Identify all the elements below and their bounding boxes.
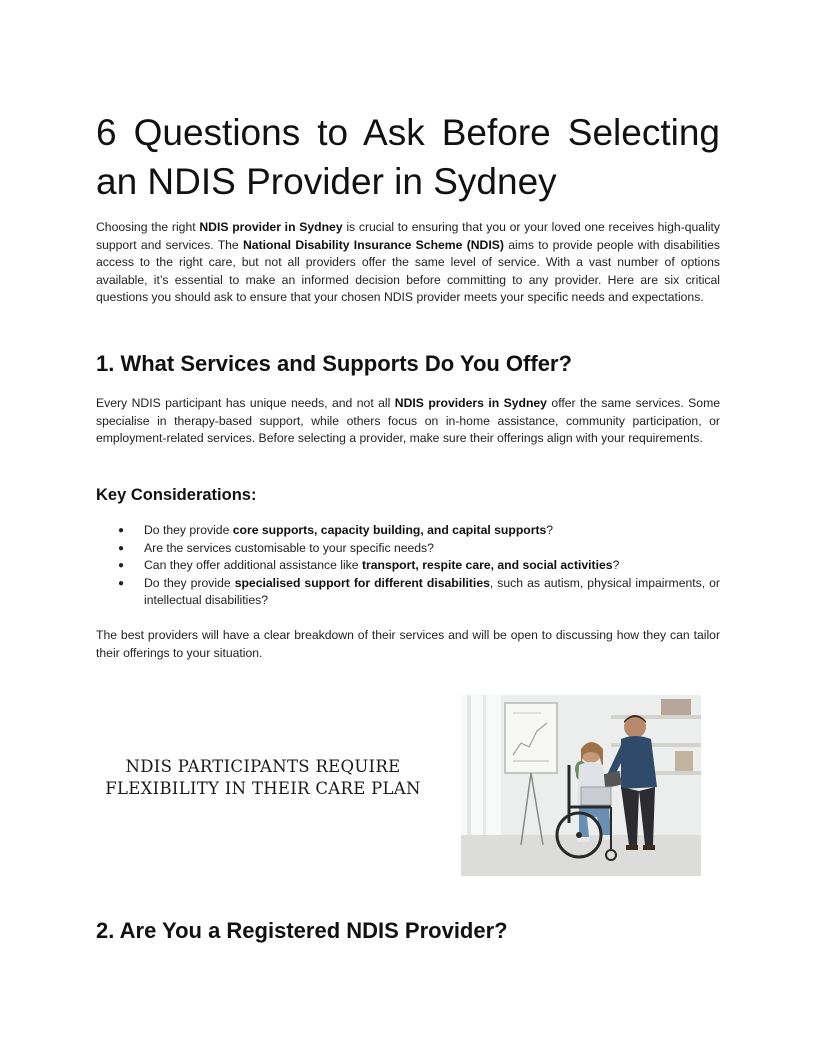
intro-bold-2: National Disability Insurance Scheme (NDIS) — [242, 237, 504, 252]
list-item — [96, 522, 720, 540]
list-item — [96, 540, 720, 558]
list-item-bold: specialised support for different disabilities — [234, 575, 490, 590]
list-item — [96, 575, 720, 610]
list-item-text-end: ? — [612, 558, 620, 573]
page-title: 6 Questions to Ask Before Selecting an NDIS Provider in Sydney — [96, 112, 720, 202]
list-item-text: Do they provide — [144, 575, 235, 590]
banner-caption — [96, 756, 430, 800]
list-item-text: Do they provide — [144, 523, 233, 537]
bullet-icon: ● — [118, 560, 125, 572]
bullet-icon: ● — [118, 542, 125, 554]
photo-illustration — [461, 695, 701, 876]
banner-line-2: FLEXIBILITY IN THEIR CARE PLAN — [105, 779, 421, 798]
key-considerations-heading: Key Considerations: — [96, 486, 257, 504]
section-1-paragraph — [96, 395, 720, 448]
section-2-heading: 2. Are You a Registered NDIS Provider? — [96, 918, 508, 943]
intro-paragraph — [96, 219, 720, 307]
list-item-text-end: ? — [546, 523, 554, 537]
intro-bold-1: NDIS provider in Sydney — [199, 220, 343, 234]
intro-text-1: Choosing the right — [96, 220, 200, 234]
section-1-text-2: offer the same services. Some specialise in therapy-based support, while others focus on in-home assistance, community participation, or employment-related services. Before selecting a provider, make sure their offerings align with your requirements. — [96, 396, 721, 446]
list-item-text: Are the services customisable to your specific needs? — [144, 540, 434, 555]
section-1-text-1: Every NDIS participant has unique needs, and not all — [96, 396, 395, 410]
list-item-text-end: , such as autism, physical impairments, or intellectual disabilities? — [144, 575, 720, 608]
list-item — [96, 557, 720, 575]
section-1-bold-1: NDIS providers in Sydney — [394, 396, 547, 410]
list-item-bold: core supports, capacity building, and capital supports — [232, 523, 547, 537]
wheelchair-photo — [461, 695, 701, 876]
section-1-closing: The best providers will have a clear breakdown of their services and will be open to discussing how they can tailor their offerings to your situation. — [96, 628, 720, 660]
banner-line-1: NDIS PARTICIPANTS REQUIRE — [125, 757, 401, 776]
list-item-text: Can they offer additional assistance like — [144, 558, 362, 573]
intro-text-3: aims to provide people with disabilities access to the right care, but not all providers offer the same level of service. With a vast number of options available, it’s essential to make an informed decision before committing to any provider. Here are six critical questions you should ask to ensure that your chosen NDIS provider meets your specific needs and expectations. — [96, 237, 720, 305]
bullet-icon: ● — [118, 577, 125, 589]
considerations-list — [96, 522, 720, 610]
bullet-icon: ● — [118, 525, 125, 536]
section-1-heading: 1. What Services and Supports Do You Offer? — [96, 351, 572, 376]
list-item-bold: transport, respite care, and social activities — [361, 558, 613, 573]
intro-text-2: is crucial to ensuring that you or your loved one receives high-quality support and services. The — [96, 220, 720, 252]
